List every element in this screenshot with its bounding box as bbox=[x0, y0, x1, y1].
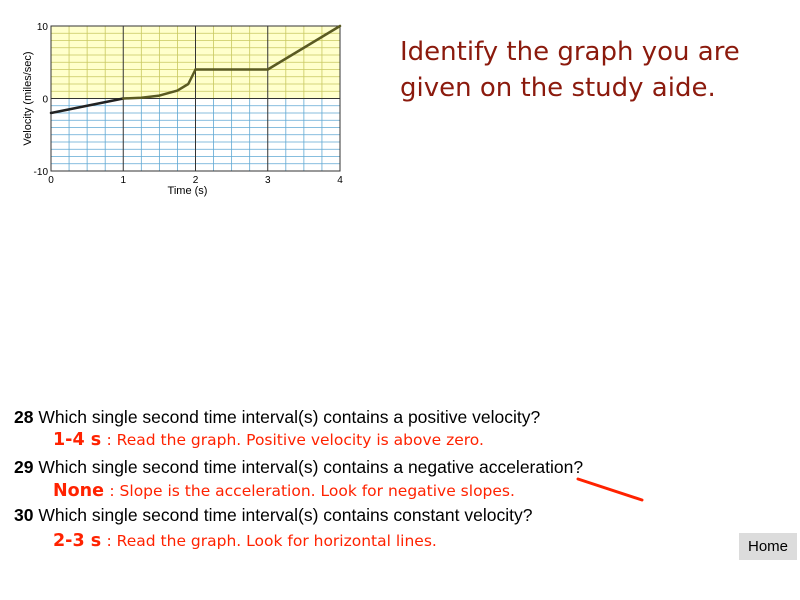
answer-key: 2-3 s bbox=[53, 531, 102, 551]
x-tick-label: 4 bbox=[337, 175, 343, 186]
velocity-time-chart bbox=[0, 0, 360, 210]
question-number: 29 bbox=[14, 457, 34, 477]
x-tick-label: 0 bbox=[48, 175, 54, 186]
answer-28 bbox=[53, 430, 484, 450]
question-text: Which single second time interval(s) contains a positive velocity? bbox=[38, 407, 541, 427]
answer-30 bbox=[53, 531, 437, 551]
y-tick-label: 0 bbox=[42, 94, 48, 106]
question-29 bbox=[14, 457, 583, 478]
y-tick-label: -10 bbox=[33, 167, 48, 178]
answer-explanation: : Slope is the acceleration. Look for negative slopes. bbox=[109, 482, 515, 500]
y-tick-label: 10 bbox=[36, 22, 48, 33]
answer-29 bbox=[53, 481, 515, 501]
answer-explanation: : Read the graph. Look for horizontal lines. bbox=[106, 532, 437, 550]
home-button[interactable]: Home bbox=[739, 533, 797, 560]
question-number: 28 bbox=[14, 407, 34, 427]
answer-key: None bbox=[53, 481, 104, 501]
x-axis-label: Time (s) bbox=[167, 185, 208, 197]
y-axis-label: Velocity (miles/sec) bbox=[22, 51, 34, 146]
answer-key: 1-4 s bbox=[53, 430, 102, 450]
question-text: Which single second time interval(s) contains a negative acceleration? bbox=[38, 457, 584, 477]
x-tick-label: 2 bbox=[192, 175, 199, 186]
answer-explanation: : Read the graph. Positive velocity is above zero. bbox=[106, 431, 484, 449]
x-tick-label: 1 bbox=[120, 175, 127, 186]
x-tick-label: 3 bbox=[264, 175, 271, 186]
question-number: 30 bbox=[14, 505, 34, 525]
question-30 bbox=[14, 505, 532, 526]
question-28 bbox=[14, 407, 540, 428]
question-text: Which single second time interval(s) contains constant velocity? bbox=[38, 505, 533, 525]
heading-line-1: Identify the graph you are bbox=[400, 37, 740, 67]
heading-line-2: given on the study aide. bbox=[400, 73, 716, 103]
red-pen-mark bbox=[578, 479, 642, 500]
instruction-heading bbox=[400, 34, 780, 106]
